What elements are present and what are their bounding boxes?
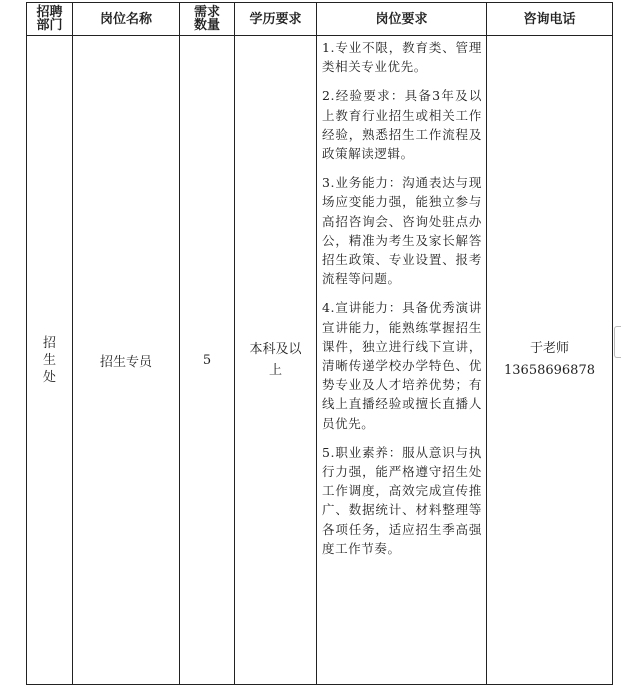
cell-phone (487, 36, 613, 685)
contact-phone: 13658696878 (504, 363, 595, 378)
header-count: 需求数量 (180, 3, 235, 36)
cell-dept: 招生处 (27, 36, 73, 685)
header-education: 学历要求 (235, 3, 317, 36)
table-row (27, 36, 613, 685)
header-position: 岗位名称 (73, 3, 180, 36)
header-dept: 招聘部门 (27, 3, 73, 36)
cell-position: 招生专员 (73, 36, 180, 685)
header-row (27, 3, 613, 36)
contact-name: 于老师 (529, 341, 569, 356)
cell-education: 本科及以上 (235, 36, 317, 685)
header-requirements: 岗位要求 (317, 3, 487, 36)
header-phone: 咨询电话 (487, 3, 613, 36)
requirement-item: 4.宣讲能力：具备优秀演讲宣讲能力，能熟练掌握招生课件，独立进行线下宣讲，清晰传递学校办学特色、优势专业及人才培养优势；有线上直播经验或擅长直播人员优先。 (322, 300, 482, 431)
requirement-item: 1.专业不限，教育类、管理类相关专业优先。 (322, 40, 482, 75)
scroll-handle[interactable] (614, 326, 621, 358)
requirement-item: 2.经验要求：具备3年及以上教育行业招生或相关工作经验，熟悉招生工作流程及政策解读逻辑。 (322, 88, 482, 162)
requirement-item: 3.业务能力：沟通表达与现场应变能力强，能独立参与高招咨询会、咨询处驻点办公，精准为考生及家长解答招生政策、专业设置、报考流程等问题。 (322, 175, 482, 287)
cell-requirements (317, 36, 487, 685)
cell-count: 5 (180, 36, 235, 685)
requirement-item: 5.职业素养：服从意识与执行力强，能严格遵守招生处工作调度，高效完成宣传推广、数据统计、材料整理等各项任务，适应招生季高强度工作节奏。 (322, 444, 482, 556)
recruitment-table (26, 2, 613, 685)
